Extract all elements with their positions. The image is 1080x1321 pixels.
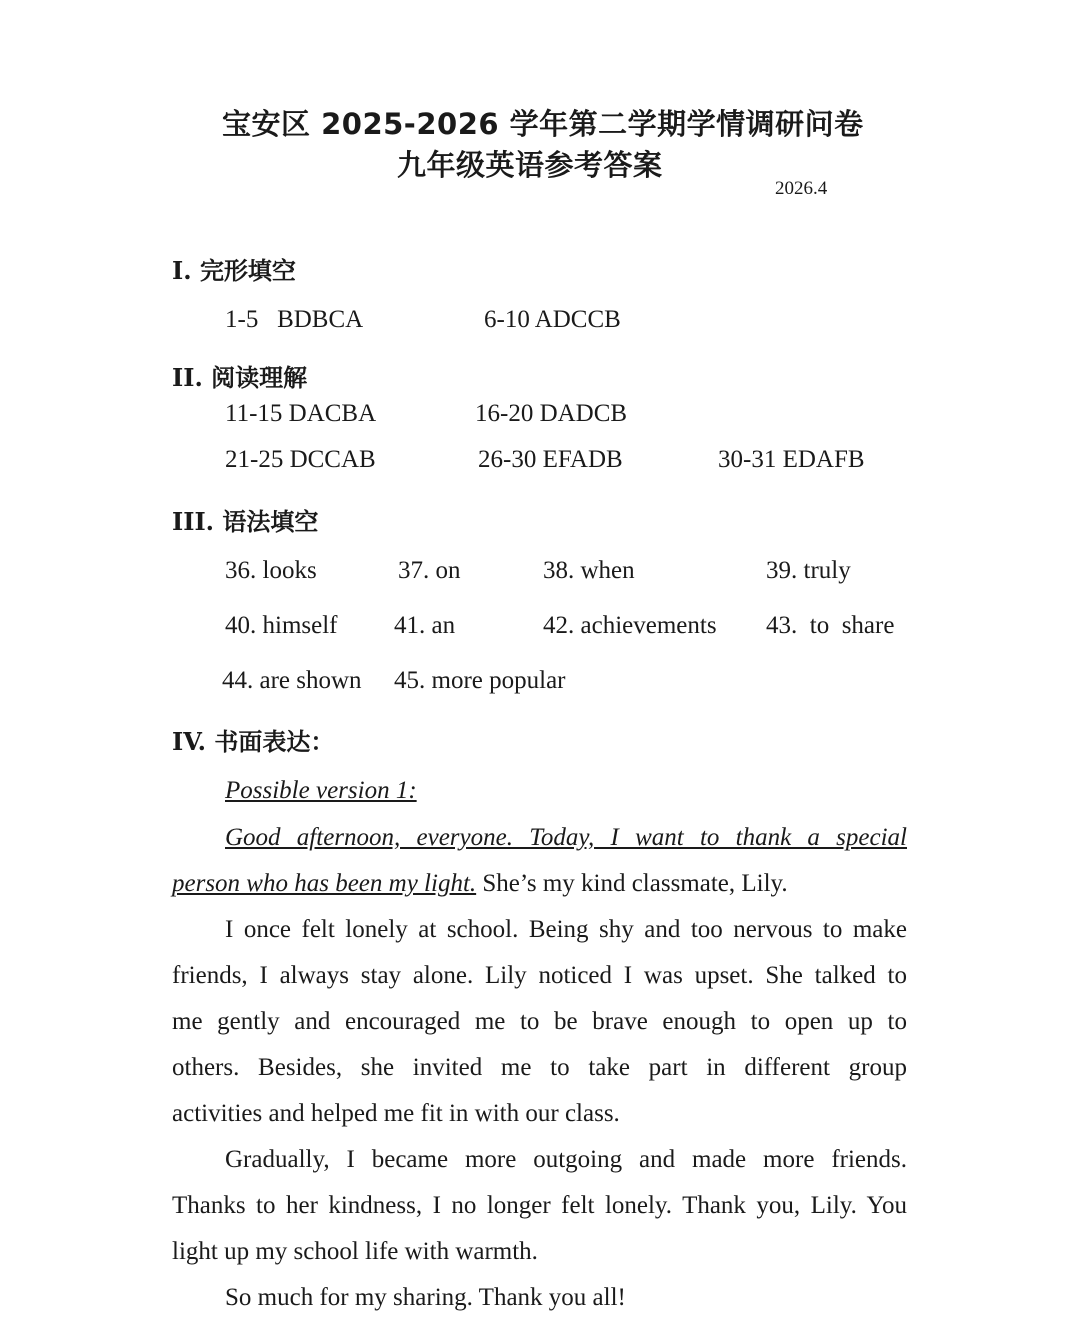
essay-p2-line: me gently and encouraged me to be brave enough to open up to	[172, 1008, 907, 1035]
document-date: 2026.4	[775, 178, 828, 199]
answer-11-15: 11-15 DACBA	[225, 400, 377, 427]
section-4-heading: IV. 书面表达：	[172, 727, 335, 756]
document-title-line2: 九年级英语参考答案	[397, 148, 663, 182]
essay-opening-rest: She’s my kind classmate, Lily.	[476, 870, 788, 897]
answer-45: 45. more popular	[394, 667, 566, 694]
answer-36: 36. looks	[225, 557, 317, 584]
answer-43: 43. to share	[766, 612, 895, 639]
essay-opening-line: Good afternoon, everyone. Today, I want to thank a special	[225, 824, 907, 851]
essay-p2-line: activities and helped me fit in with our class.	[172, 1100, 620, 1127]
answer-38: 38. when	[543, 557, 635, 584]
answer-41: 41. an	[394, 612, 456, 639]
essay-p2-line: friends, I always stay alone. Lily noticed I was upset. She talked to	[172, 962, 907, 989]
essay-p2-line: I once felt lonely at school. Being shy and too nervous to make	[225, 916, 907, 943]
answer-37: 37. on	[398, 557, 461, 584]
essay-p2-line: others. Besides, she invited me to take part in different group	[172, 1054, 907, 1081]
essay-version-label: Possible version 1:	[225, 777, 417, 804]
section-1-heading: I. 完形填空	[172, 256, 296, 285]
answer-21-25: 21-25 DCCAB	[225, 446, 376, 473]
answer-39: 39. truly	[766, 557, 851, 584]
essay-closing-line: So much for my sharing. Thank you all!	[225, 1284, 626, 1311]
essay-p3-line: light up my school life with warmth.	[172, 1238, 538, 1265]
answer-44: 44. are shown	[222, 667, 362, 694]
essay-paragraph-1	[172, 815, 907, 907]
section-2-heading: II. 阅读理解	[172, 363, 308, 392]
section-3-heading: III. 语法填空	[172, 507, 319, 536]
essay-p3-line: Thanks to her kindness, I no longer felt lonely. Thank you, Lily. You	[172, 1192, 907, 1219]
answer-16-20: 16-20 DADCB	[475, 400, 628, 427]
answer-30-31: 30-31 EDAFB	[718, 446, 865, 473]
essay-paragraph-3	[172, 1137, 907, 1275]
answer-42: 42. achievements	[543, 612, 717, 639]
answer-26-30: 26-30 EFADB	[478, 446, 623, 473]
essay-paragraph-2	[172, 907, 907, 1137]
document-title-line1: 宝安区 2025-2026 学年第二学期学情调研问卷	[222, 107, 864, 141]
essay-opening-underlined: person who has been my light.	[172, 870, 477, 897]
answer-40: 40. himself	[225, 612, 338, 639]
answer-6-10: 6-10 ADCCB	[484, 306, 621, 333]
essay-paragraph-4	[172, 1275, 907, 1321]
answer-1-5: 1-5 BDBCA	[225, 306, 364, 333]
essay-p3-line: Gradually, I became more outgoing and made more friends.	[225, 1146, 907, 1173]
